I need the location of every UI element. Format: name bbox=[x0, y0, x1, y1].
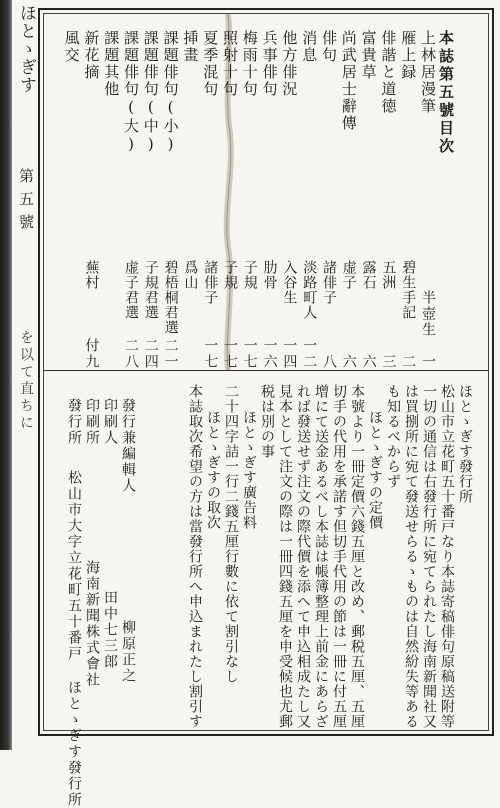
toc-entry-title: 課題俳句(小) bbox=[161, 30, 180, 155]
toc-entry-title: 照射十句 bbox=[221, 30, 239, 98]
toc-entry-page: 一六 bbox=[261, 338, 278, 370]
toc-entry-author: 子規 bbox=[222, 260, 238, 290]
toc-entry-page: 一七 bbox=[241, 338, 258, 370]
toc-entry-author: 子規 bbox=[241, 260, 258, 290]
toc-entry-title: 富貴草 bbox=[359, 30, 378, 81]
notice-line: 本號より一冊定價六錢五厘と改め、郵税五厘、五厘 bbox=[349, 384, 365, 729]
toc-entry-author: 碧生手記 bbox=[400, 260, 417, 320]
toc-entry-page: 一二 bbox=[301, 338, 318, 370]
toc-entry-page: 八 bbox=[321, 354, 337, 370]
printshop-label: 印刷所 bbox=[84, 398, 100, 446]
toc-entry bbox=[240, 30, 259, 370]
toc-entry bbox=[378, 30, 397, 370]
toc-entry-title: 俳諧と道徳 bbox=[379, 30, 398, 115]
toc-entry-title: 梅雨十句 bbox=[240, 30, 259, 98]
notice-line: も知るべからず bbox=[385, 384, 401, 489]
notice-line: 切手の代用を承諾す但切手代用の節は一冊に付五厘 bbox=[331, 384, 347, 729]
toc-entry bbox=[101, 30, 120, 370]
editor-name: 柳原正之 bbox=[120, 620, 136, 684]
toc-entry-page: 一七 bbox=[222, 338, 238, 370]
toc-entry-author: 諸俳子 bbox=[321, 260, 337, 305]
toc-entry bbox=[279, 30, 298, 370]
toc-entry-page: 六 bbox=[360, 354, 377, 370]
toc-entry-author: 肋骨 bbox=[261, 260, 278, 290]
toc-entry-author: 蕪村 bbox=[83, 260, 100, 290]
toc-entry bbox=[398, 30, 417, 370]
toc-entry-title: 課題其他 bbox=[102, 30, 121, 98]
toc-entry-title: 兵事俳句 bbox=[260, 30, 279, 98]
toc-entry-title: 課題俳句(中) bbox=[141, 30, 160, 155]
notice-line: 一切の通信は右發行所に宛てられたし海南新聞社又 bbox=[421, 384, 437, 729]
editor-label: 發行兼編輯人 bbox=[120, 398, 136, 494]
notice-line: 税は別の事 bbox=[259, 384, 275, 459]
publisher-label: 發行所 bbox=[66, 398, 82, 446]
toc-entry bbox=[299, 30, 318, 370]
toc-entry-title: 風交 bbox=[62, 30, 81, 64]
toc-entry-page: 二四 bbox=[142, 338, 159, 370]
toc-entry-title: 俳句 bbox=[320, 30, 338, 64]
toc-entry-author: 爲山 bbox=[182, 260, 199, 290]
issue-label: 第五號 bbox=[17, 168, 35, 237]
toc-entry-page: 一七 bbox=[202, 338, 219, 370]
printer-label: 印刷人 bbox=[102, 398, 118, 446]
toc-entry-page: 二一 bbox=[162, 338, 179, 370]
notice-line: れば發送せず注文の際代價を添へて申込相成たし又 bbox=[295, 384, 311, 729]
printshop-name: 海南新聞株式會社 bbox=[84, 560, 100, 688]
toc-entry bbox=[62, 30, 81, 370]
running-title: ほとゝぎす bbox=[16, 4, 36, 94]
toc-entry-author: 諸俳子 bbox=[202, 260, 219, 305]
toc-entry bbox=[260, 30, 279, 370]
toc-entry bbox=[220, 30, 239, 370]
notice-line: 松山市立花町五十番戸なり本誌寄稿俳句原稿送附等 bbox=[439, 384, 455, 729]
toc-entry-title: 尚武居士辭傳 bbox=[339, 30, 358, 132]
toc-entry bbox=[359, 30, 378, 370]
notice-heading: ほとゝぎす廣告料 bbox=[241, 410, 257, 530]
adjacent-page-fragment: を以て直ちに bbox=[18, 330, 34, 432]
toc-entry-author: 虚子 bbox=[340, 260, 357, 290]
toc-entry bbox=[418, 30, 437, 370]
toc-entry-author: 子規君選 bbox=[142, 260, 159, 320]
toc-entry-page: 二 bbox=[400, 354, 417, 370]
toc-entry-title: 新花摘 bbox=[82, 30, 101, 81]
printer-name: 田中七三郎 bbox=[102, 590, 118, 670]
notice-heading: ほとゝぎすの定價 bbox=[367, 410, 383, 530]
toc-entry bbox=[121, 30, 140, 370]
notice-line: は買捌所に宛て發送せらるゝものは自然紛失等ある bbox=[403, 384, 419, 729]
toc-title: 本誌第五號目次 bbox=[437, 30, 455, 156]
toc-entry-title: 雁上録 bbox=[399, 30, 418, 81]
toc-entry-title: 課題俳句(大) bbox=[122, 30, 140, 155]
toc-entry bbox=[81, 30, 100, 370]
toc-entry-author: 五洲 bbox=[380, 260, 397, 290]
toc-entry bbox=[161, 30, 180, 370]
toc-entry bbox=[339, 30, 358, 370]
toc-entry-author: 虚子君選 bbox=[123, 260, 139, 320]
notice-line: 增にて送金あるべし本誌は帳簿整理上前金にあらざ bbox=[313, 384, 329, 729]
toc-entry-title: 消息 bbox=[300, 30, 319, 64]
binding-gutter bbox=[0, 0, 12, 750]
publisher-address: 松山市大字立花町五十番戸 ほとゝぎす發行所 bbox=[66, 470, 82, 808]
toc-entry-title: 夏季混句 bbox=[201, 30, 220, 98]
notice-line: 見本として注文の際は一冊四錢五厘を申受候也尤郵 bbox=[277, 384, 293, 729]
toc-entry-author: 露石 bbox=[360, 260, 377, 290]
toc-entry-author: 入谷生 bbox=[281, 260, 298, 305]
toc-entry-page: 半壺生 一 bbox=[420, 290, 436, 370]
notice-line: 二十四字詰一行二錢五厘行數に依て割引なし bbox=[223, 384, 239, 684]
toc-entry-page: 付九 bbox=[83, 338, 100, 370]
notice-line: ほとゝぎす發行所 bbox=[457, 384, 473, 504]
toc-entry bbox=[200, 30, 219, 370]
toc-entry-page: 三 bbox=[380, 354, 397, 370]
toc-entry-title: 挿畫 bbox=[181, 30, 200, 64]
toc-entry-page: 二八 bbox=[123, 338, 139, 370]
toc-entry-author: 淡路町人 bbox=[301, 260, 318, 320]
toc-entry-author: 碧梧桐君選 bbox=[162, 260, 179, 335]
toc-entry-title: 上林居漫筆 bbox=[419, 30, 437, 115]
toc-entry bbox=[180, 30, 199, 370]
toc-entry-page: 六 bbox=[340, 354, 357, 370]
toc-entry-title: 他方俳況 bbox=[280, 30, 299, 98]
toc-entry bbox=[319, 30, 338, 370]
toc-entry bbox=[141, 30, 160, 370]
notice-line: 本誌取次希望の方は當發行所へ申込まれたし割引す bbox=[187, 384, 203, 729]
notice-heading: ほとゝぎすの取次 bbox=[205, 410, 221, 530]
toc-entry-page: 一四 bbox=[281, 338, 298, 370]
section-divider bbox=[43, 370, 489, 371]
